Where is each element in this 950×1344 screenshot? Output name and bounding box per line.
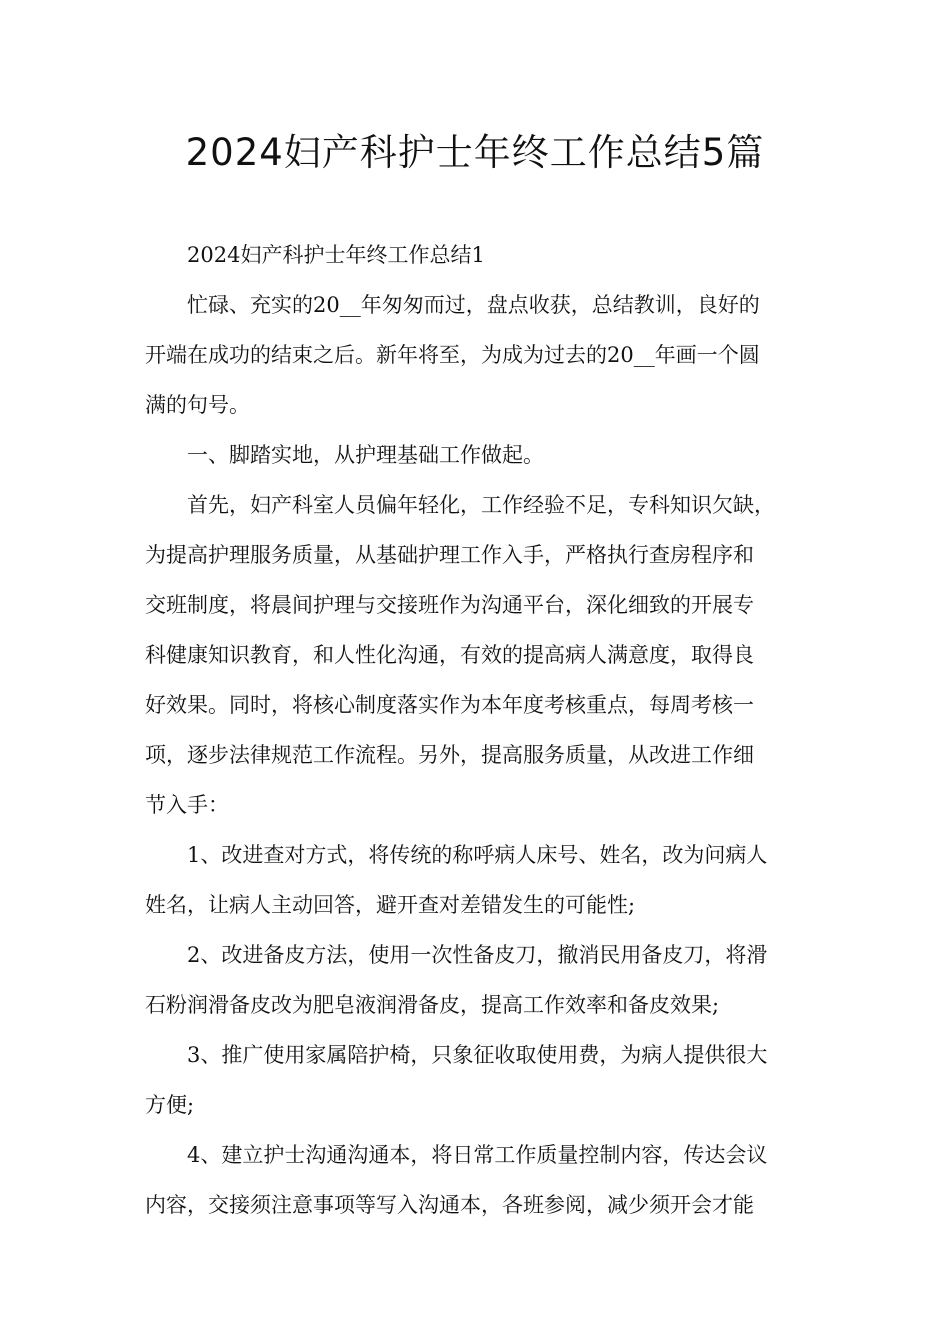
document-title: 2024妇产科护士年终工作总结5篇 xyxy=(185,131,765,174)
list-item xyxy=(145,830,807,930)
paragraph xyxy=(145,280,807,430)
paragraph-subtitle xyxy=(145,230,807,280)
list-item xyxy=(145,1030,807,1130)
list-item xyxy=(145,1130,807,1230)
text-line: 节入手： xyxy=(145,793,229,817)
text-line: 科健康知识教育，和人性化沟通，有效的提高病人满意度，取得良 xyxy=(145,643,754,667)
text-line: 3、推广使用家属陪护椅，只象征收取使用费，为病人提供很大 xyxy=(187,1043,768,1067)
paragraph xyxy=(145,480,807,830)
text-line: 1、改进查对方式，将传统的称呼病人床号、姓名，改为问病人 xyxy=(187,843,768,867)
text-line: 首先，妇产科室人员偏年轻化，工作经验不足，专科知识欠缺， xyxy=(187,493,775,517)
section-heading xyxy=(145,430,807,480)
text-line: 姓名，让病人主动回答，避开查对差错发生的可能性; xyxy=(145,893,636,917)
text-line: 满的句号。 xyxy=(145,393,250,417)
text-line: 项，逐步法律规范工作流程。另外，提高服务质量，从改进工作细 xyxy=(145,743,754,767)
text-line: 4、建立护士沟通沟通本，将日常工作质量控制内容，传达会议 xyxy=(187,1143,768,1167)
text-line: 2024妇产科护士年终工作总结1 xyxy=(187,243,485,267)
text-line: 内容，交接须注意事项等写入沟通本，各班参阅，减少须开会才能 xyxy=(145,1193,754,1217)
text-line: 方便; xyxy=(145,1093,195,1117)
text-line: 好效果。同时，将核心制度落实作为本年度考核重点，每周考核一 xyxy=(145,693,754,717)
text-line: 为提高护理服务质量，从基础护理工作入手，严格执行查房程序和 xyxy=(145,543,754,567)
text-line: 2、改进备皮方法，使用一次性备皮刀，撤消民用备皮刀，将滑 xyxy=(187,943,768,967)
text-line: 忙碌、充实的20__年匆匆而过，盘点收获，总结教训，良好的 xyxy=(187,293,760,317)
list-item xyxy=(145,930,807,1030)
text-line: 一、脚踏实地，从护理基础工作做起。 xyxy=(187,443,544,467)
text-line: 交班制度，将晨间护理与交接班作为沟通平台，深化细致的开展专 xyxy=(145,593,754,617)
document-body xyxy=(145,230,807,1230)
text-line: 石粉润滑备皮改为肥皂液润滑备皮，提高工作效率和备皮效果; xyxy=(145,993,720,1017)
text-line: 开端在成功的结束之后。新年将至，为成为过去的20__年画一个圆 xyxy=(145,343,760,367)
